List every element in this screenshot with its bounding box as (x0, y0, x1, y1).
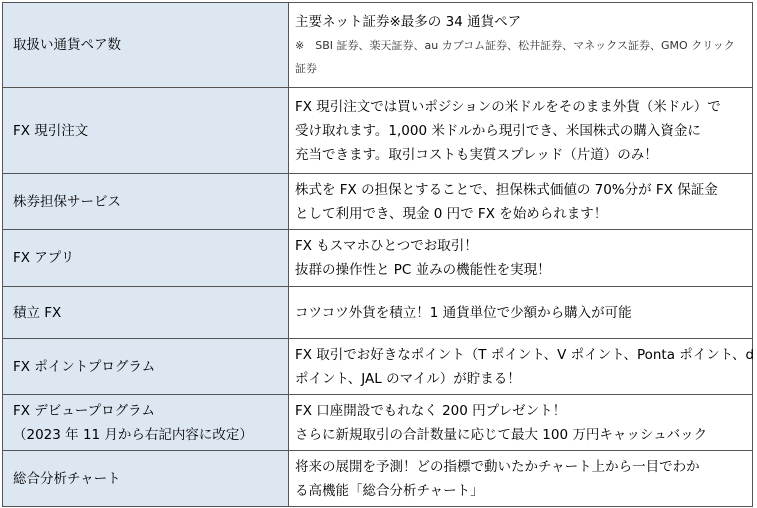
content-line: FX もスマホひとつでお取引！ (295, 238, 478, 254)
feature-table (2, 2, 753, 507)
row-content (289, 88, 753, 174)
table-row (3, 339, 753, 395)
row-content (289, 230, 753, 287)
content-line: 充当できます。取引コストも実質スプレッド（片道）のみ！ (295, 146, 658, 163)
content-line: 主要ネット証券※最多の 34 通貨ペア (295, 14, 522, 30)
content-line: 受け取れます。1,000 米ドルから現引でき、米国株式の購入資金に (295, 122, 701, 139)
row-label: FX アプリ (3, 230, 289, 287)
row-label-main: FX デビュープログラム (13, 402, 155, 419)
content-line: FX 取引でお好きなポイント（T ポイント、V ポイント、Ponta ポイント、d (295, 346, 755, 363)
row-label: 総合分析チャート (3, 451, 289, 507)
content-line: コツコツ外貨を積立！1 通貨単位で少額から購入が可能 (295, 304, 632, 321)
feature-table-container (2, 2, 753, 507)
row-content (289, 3, 753, 88)
row-label: 株券担保サービス (3, 174, 289, 230)
table-row (3, 88, 753, 174)
row-label: 取扱い通貨ペア数 (3, 3, 289, 88)
content-line: FX 現引注文では買いポジションの米ドルをそのまま外貨（米ドル）で (295, 98, 721, 115)
content-line: 将来の展開を予測！どの指標で動いたかチャート上から一目でわか (295, 458, 700, 475)
row-label: FX 現引注文 (3, 88, 289, 174)
row-label (3, 395, 289, 451)
footnote: ※ SBI 証券、楽天証券、au カブコム証券、松井証券、マネックス証券、GMO クリック証券 (295, 39, 735, 75)
content-line: 株式を FX の担保とすることで、担保株式価値の 70%分が FX 保証金 (295, 181, 718, 198)
content-line: FX 口座開設でもれなく 200 円プレゼント！ (295, 402, 567, 419)
content-line: ポイント、JAL のマイル）が貯まる！ (295, 370, 521, 387)
table-row (3, 230, 753, 287)
content-line: として利用でき、現金 0 円で FX を始められます！ (295, 205, 608, 222)
row-label: FX ポイントプログラム (3, 339, 289, 395)
table-row (3, 174, 753, 230)
row-content (289, 339, 753, 395)
table-row (3, 395, 753, 451)
table-row (3, 3, 753, 88)
table-row (3, 451, 753, 507)
content-line: 抜群の操作性と PC 並みの機能性を実現！ (295, 262, 551, 278)
row-content (289, 287, 753, 339)
content-line: る高機能「総合分析チャート」 (295, 482, 484, 499)
row-content (289, 395, 753, 451)
row-label: 積立 FX (3, 287, 289, 339)
row-content (289, 174, 753, 230)
row-content (289, 451, 753, 507)
content-line: さらに新規取引の合計数量に応じて最大 100 万円キャッシュバック (295, 426, 708, 443)
table-row (3, 287, 753, 339)
row-label-sub: （2023 年 11 月から右記内容に改定） (13, 426, 253, 443)
